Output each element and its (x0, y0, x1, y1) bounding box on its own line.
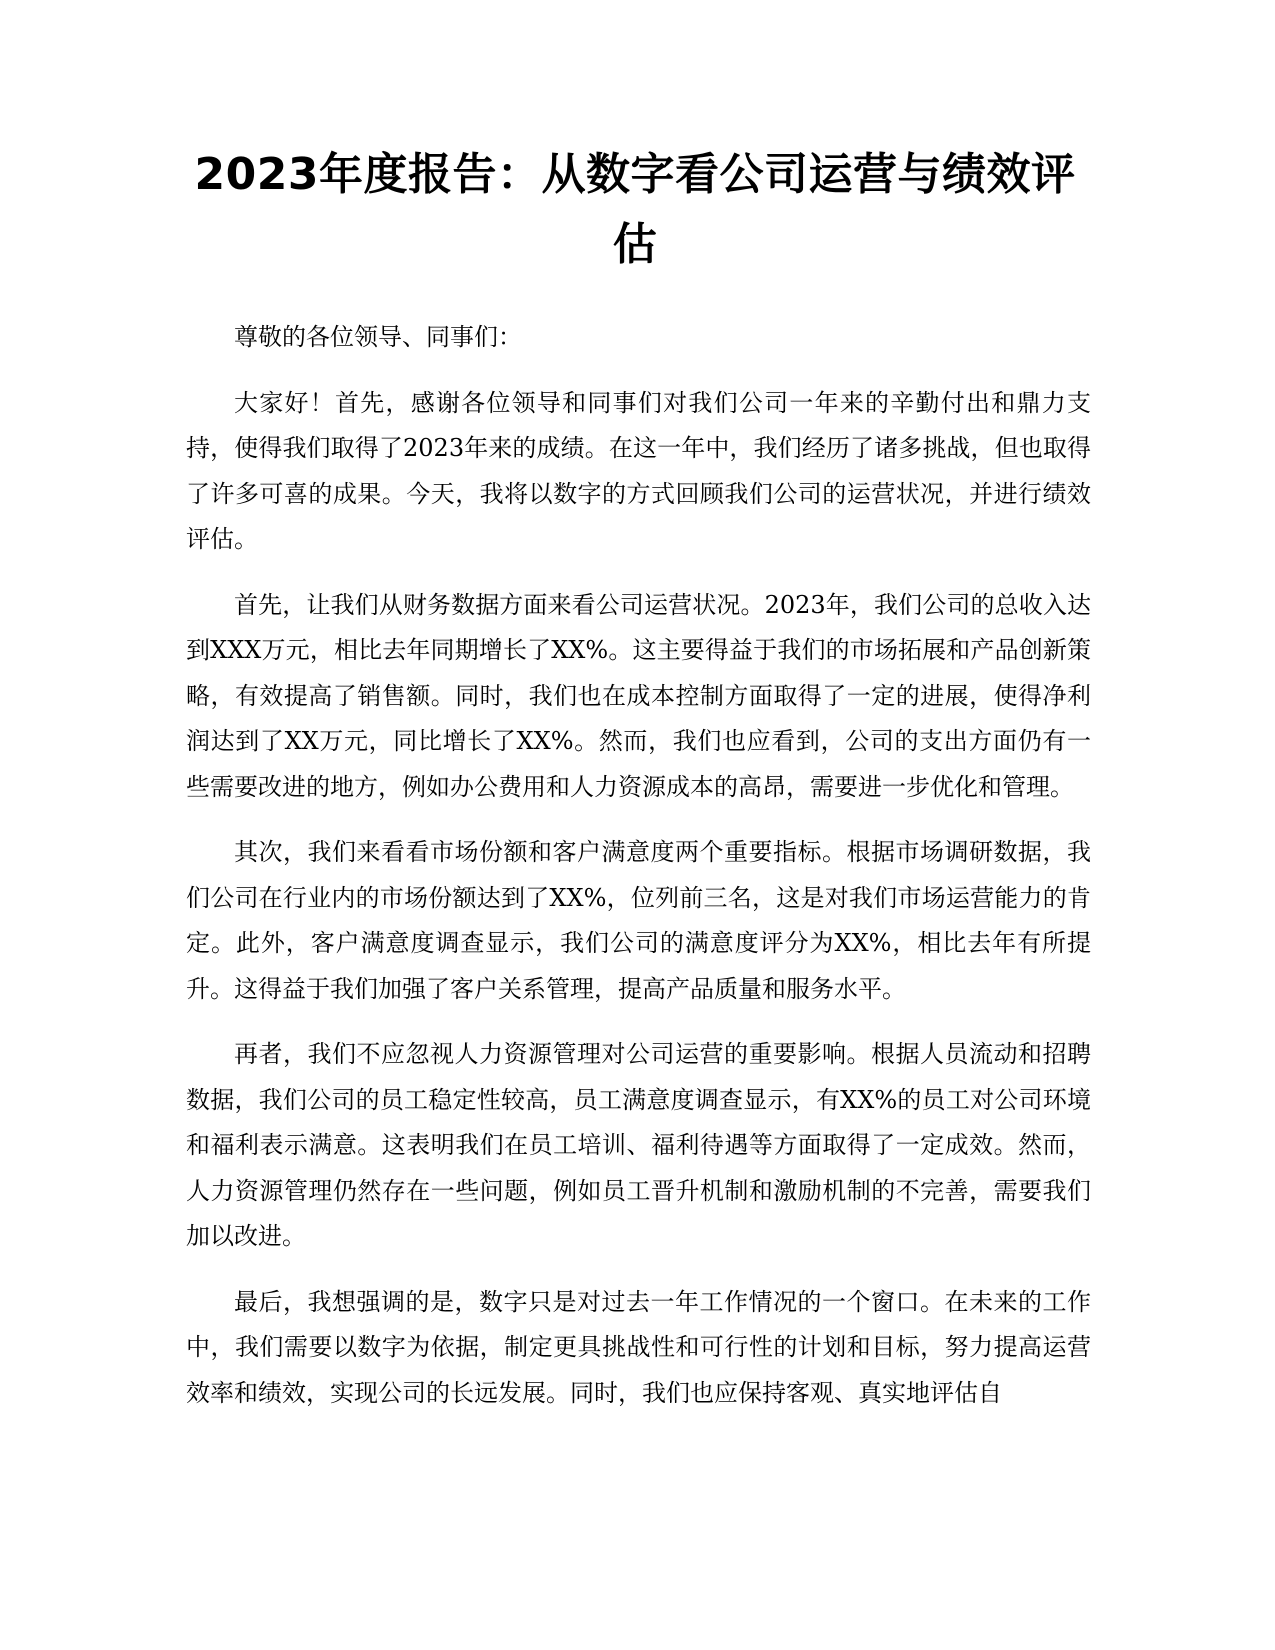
market-paragraph: 其次，我们来看看市场份额和客户满意度两个重要指标。根据市场调研数据，我们公司在行业内的市场份额达到了XX%，位列前三名，这是对我们市场运营能力的肯定。此外，客户满意度调查显示，我们公司的满意度评分为XX%，相比去年有所提升。这得益于我们加强了客户关系管理，提高产品质量和服务水平。 (186, 838, 1091, 1003)
salutation-paragraph: 尊敬的各位领导、同事们： (234, 323, 522, 351)
hr-paragraph: 再者，我们不应忽视人力资源管理对公司运营的重要影响。根据人员流动和招聘数据，我们公司的员工稳定性较高，员工满意度调查显示，有XX%的员工对公司环境和福利表示满意。这表明我们在员工培训、福利待遇等方面取得了一定成效。然而，人力资源管理仍然存在一些问题，例如员工晋升机制和激励机制的不完善，需要我们加以改进。 (186, 1040, 1091, 1250)
document-title: 2023年度报告：从数字看公司运营与绩效评估 (194, 149, 1076, 270)
document-body (186, 315, 1091, 1436)
financial-paragraph: 首先，让我们从财务数据方面来看公司运营状况。2023年，我们公司的总收入达到XXX万元，相比去年同期增长了XX%。这主要得益于我们的市场拓展和产品创新策略，有效提高了销售额。同时，我们也在成本控制方面取得了一定的进展，使得净利润达到了XX万元，同比增长了XX%。然而，我们也应看到，公司的支出方面仍有一些需要改进的地方，例如办公费用和人力资源成本的高昂，需要进一步优化和管理。 (186, 590, 1091, 801)
closing-paragraph: 最后，我想强调的是，数字只是对过去一年工作情况的一个窗口。在未来的工作中，我们需要以数字为依据，制定更具挑战性和可行性的计划和目标，努力提高运营效率和绩效，实现公司的长远发展。同时，我们也应保持客观、真实地评估自 (186, 1287, 1091, 1407)
intro-paragraph: 大家好！首先，感谢各位领导和同事们对我们公司一年来的辛勤付出和鼎力支持，使得我们取得了2023年来的成绩。在这一年中，我们经历了诸多挑战，但也取得了许多可喜的成果。今天，我将以数字的方式回顾我们公司的运营状况，并进行绩效评估。 (186, 388, 1091, 553)
